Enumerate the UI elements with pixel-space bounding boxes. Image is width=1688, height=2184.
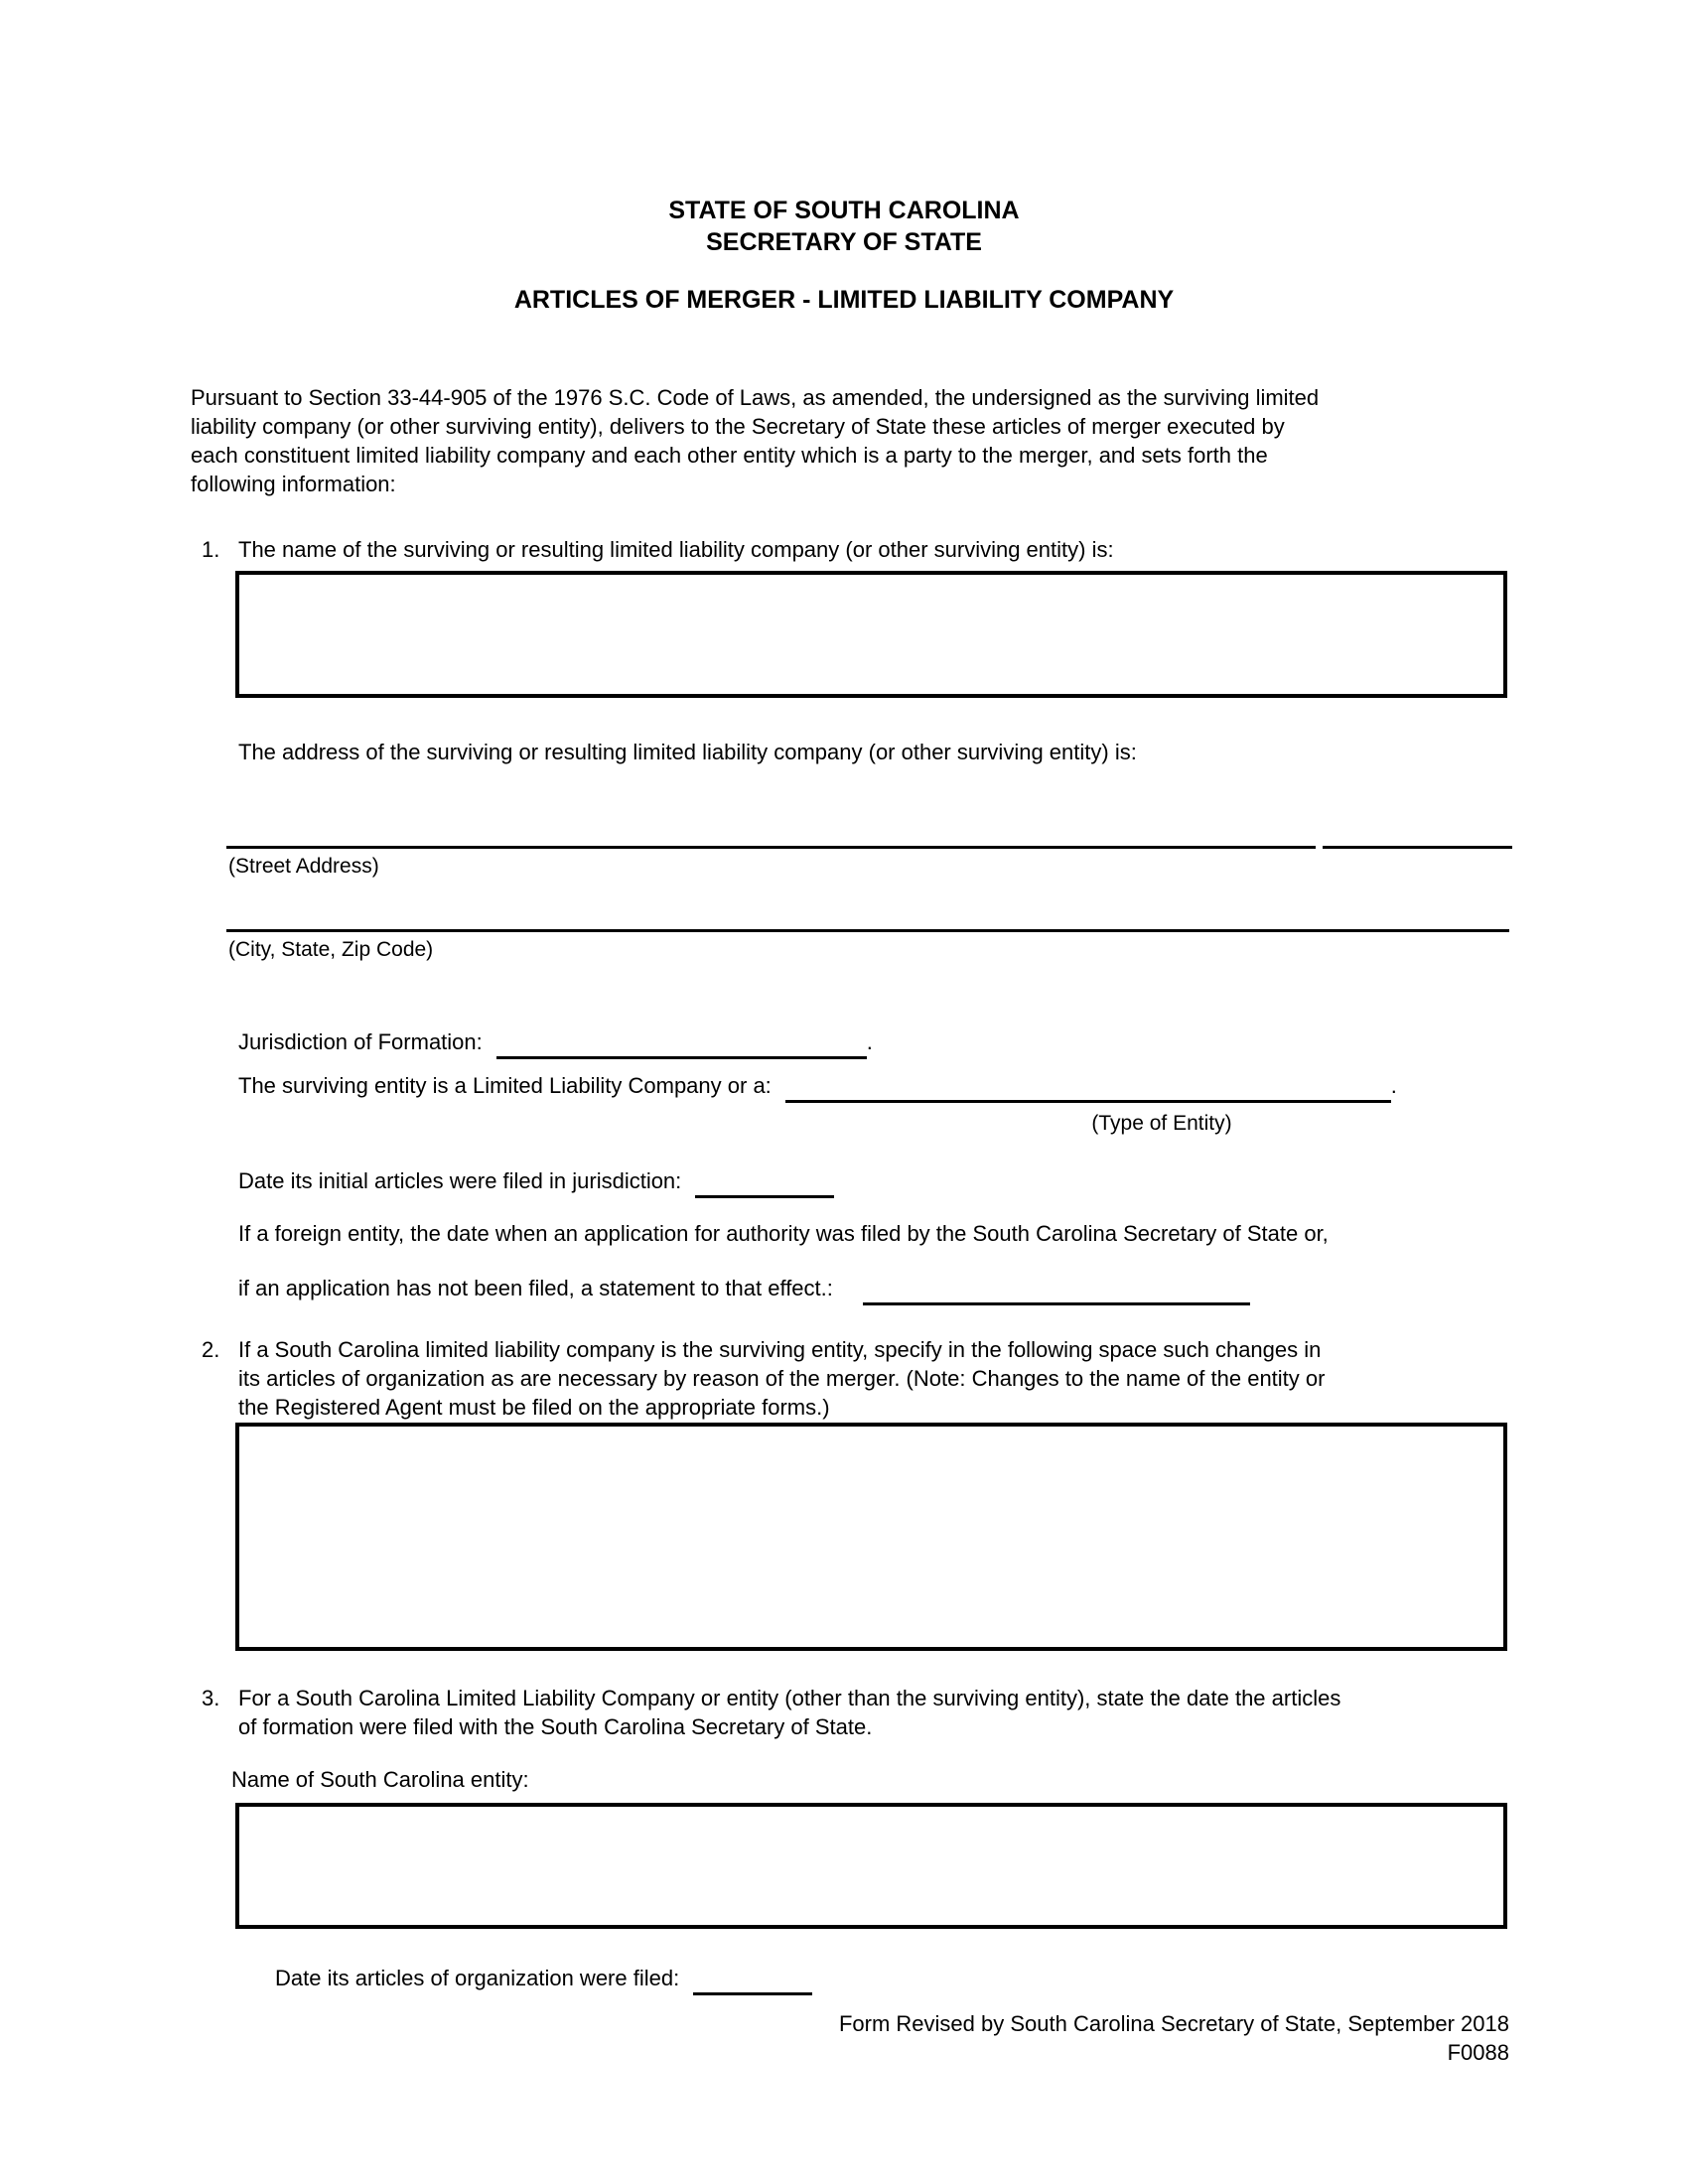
intro-paragraph (191, 383, 1521, 498)
foreign-entity-row2 (238, 1274, 1250, 1302)
street-address-line[interactable] (226, 846, 1316, 849)
articles-changes-box[interactable] (235, 1423, 1507, 1651)
jurisdiction-label: Jurisdiction of Formation: (238, 1029, 483, 1054)
entity-name-label: Name of South Carolina entity: (231, 1767, 529, 1792)
header-state-line: STATE OF SOUTH CAROLINA (668, 197, 1020, 224)
intro-line: Pursuant to Section 33-44-905 of the 1976 S.C. Code of Laws, as amended, the undersigned as the surviving limited (191, 385, 1320, 410)
date-org-input-line[interactable] (693, 1971, 812, 1995)
header-office-line: SECRETARY OF STATE (706, 228, 982, 256)
item2-line: its articles of organization as are necessary by reason of the merger. (Note: Changes to the name of the entity or (238, 1366, 1326, 1391)
street-address-line-right-segment[interactable] (1323, 846, 1512, 849)
intro-line: following information: (191, 472, 396, 496)
jurisdiction-period: . (866, 1029, 873, 1054)
footer-form-number: F0088 (1447, 2040, 1509, 2065)
item1-label: The name of the surviving or resulting limited liability company (or other surviving entity) is: (238, 537, 1114, 562)
city-state-zip-line[interactable] (226, 929, 1509, 932)
date-org-row (275, 1964, 812, 1992)
entity-type-input-line[interactable] (785, 1078, 1391, 1103)
jurisdiction-row (238, 1027, 873, 1056)
sc-entity-name-box[interactable] (235, 1803, 1507, 1929)
item2-number: 2. (202, 1337, 220, 1362)
foreign-entity-line2: if an application has not been filed, a statement to that effect.: (238, 1276, 833, 1300)
item3-line: of formation were filed with the South Carolina Secretary of State. (238, 1714, 873, 1739)
date-org-label: Date its articles of organization were filed: (275, 1966, 680, 1990)
surviving-name-box[interactable] (235, 571, 1507, 698)
footer-revision-note: Form Revised by South Carolina Secretary of State, September 2018 (838, 2011, 1509, 2036)
street-address-caption: (Street Address) (228, 855, 379, 878)
item3-line: For a South Carolina Limited Liability Company or entity (other than the surviving entity), state the date the articles (238, 1686, 1341, 1710)
foreign-entity-line1: If a foreign entity, the date when an application for authority was filed by the South Carolina Secretary of State or, (238, 1221, 1329, 1246)
date-initial-label: Date its initial articles were filed in jurisdiction: (238, 1168, 682, 1193)
date-initial-input-line[interactable] (695, 1173, 834, 1198)
item2-line: If a South Carolina limited liability company is the surviving entity, specify in the following space such changes in (238, 1337, 1322, 1362)
item3-number: 3. (202, 1686, 220, 1710)
date-initial-row (238, 1166, 834, 1195)
item2-line: the Registered Agent must be filed on the appropriate forms.) (238, 1395, 830, 1420)
entity-type-row (238, 1071, 1397, 1100)
jurisdiction-input-line[interactable] (496, 1034, 867, 1059)
form-footer (839, 2009, 1509, 2067)
item2-text (238, 1335, 1529, 1422)
entity-type-label: The surviving entity is a Limited Liability Company or a: (238, 1073, 772, 1098)
intro-line: each constituent limited liability company and each other entity which is a party to the merger, and sets forth the (191, 443, 1268, 468)
entity-type-period: . (1390, 1073, 1397, 1098)
intro-line: liability company (or other surviving entity), delivers to the Secretary of State these articles of merger executed by (191, 414, 1285, 439)
form-title: ARTICLES OF MERGER - LIMITED LIABILITY COMPANY (513, 286, 1175, 314)
item3-text (238, 1684, 1529, 1741)
foreign-statement-input-line[interactable] (863, 1281, 1250, 1305)
address-label: The address of the surviving or resulting limited liability company (or other surviving entity) is: (238, 740, 1137, 764)
item1-number: 1. (202, 537, 220, 562)
entity-type-caption: (Type of Entity) (1091, 1112, 1232, 1135)
city-state-zip-caption: (City, State, Zip Code) (228, 938, 434, 961)
